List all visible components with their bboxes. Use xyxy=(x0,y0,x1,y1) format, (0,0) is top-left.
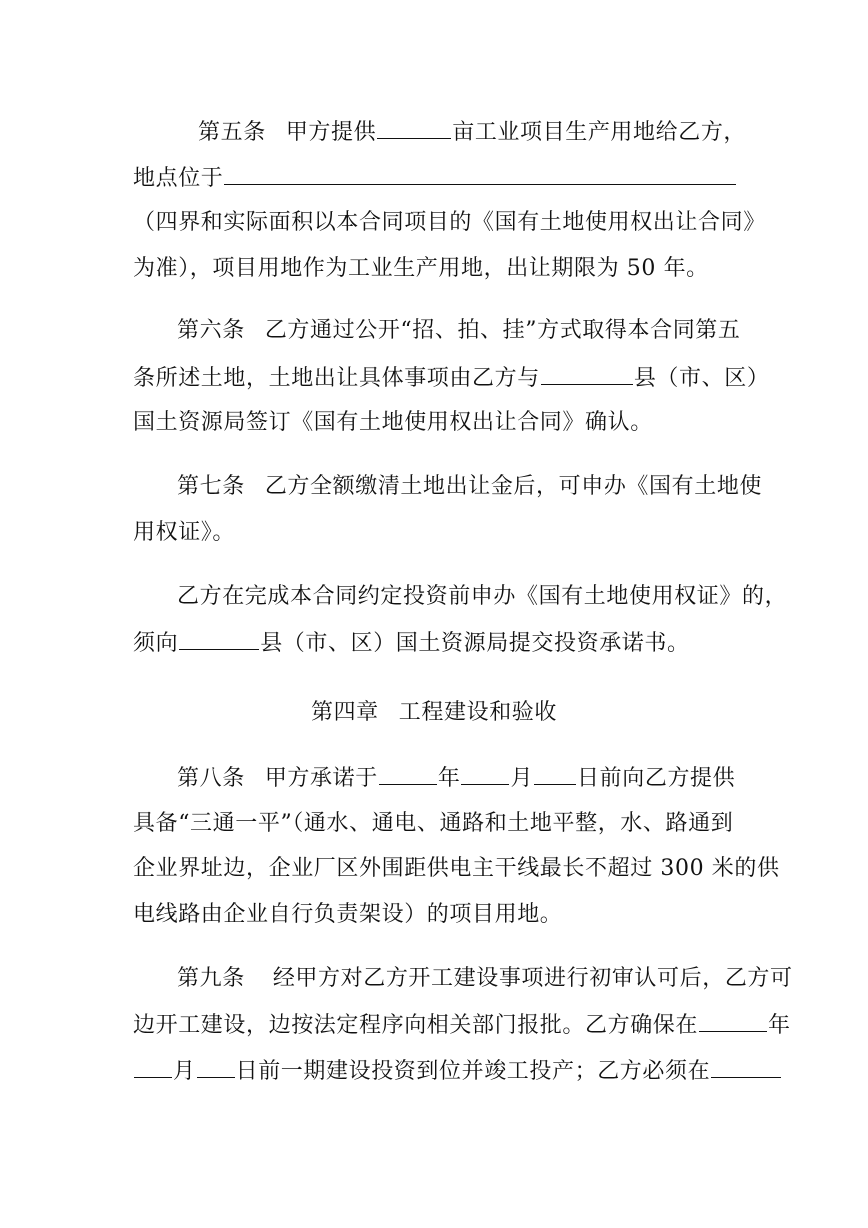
art5-line4: 为准），项目用地作为工业生产用地，出让期限为 50 年。 xyxy=(133,256,709,281)
art8-line2: 具备“三通一平”（通水、通电、通路和土地平整，水、路通到 xyxy=(133,811,734,836)
blank-field[interactable] xyxy=(179,627,259,650)
art6-label: 第六条 xyxy=(177,318,245,343)
extra-line1: 乙方在完成本合同约定投资前申办《国有土地使用权证》的， xyxy=(177,584,788,609)
art5-label: 第五条 xyxy=(198,120,266,145)
blank-day[interactable] xyxy=(534,762,576,785)
art6-line1: 第六条 乙方通过公开“招、拍、挂”方式取得本合同第五 xyxy=(177,318,741,343)
art8-line1: 第八条 甲方承诺于 年 月 日前向乙方提供 xyxy=(177,762,747,794)
art9-line1: 第九条 经甲方对乙方开工建设事项进行初审认可后，乙方可 xyxy=(177,966,793,991)
art8-line4: 电线路由企业自行负责架设）的项目用地。 xyxy=(133,902,563,927)
art5-line2: 地点位于 xyxy=(133,162,743,194)
extra-line2: 须向 县（市、区）国土资源局提交投资承诺书。 xyxy=(133,627,743,659)
chapter-title: 第四章 工程建设和验收 xyxy=(310,700,557,725)
blank-month[interactable] xyxy=(461,762,509,785)
blank-field[interactable] xyxy=(377,116,451,139)
art6-line3: 国土资源局签订《国有土地使用权出让合同》确认。 xyxy=(133,410,653,435)
art8-line3: 企业界址边，企业厂区外围距供电主干线最长不超过 300 米的供 xyxy=(133,856,780,881)
blank-month[interactable] xyxy=(134,1055,172,1078)
art9-line2: 边开工建设，边按法定程序向相关部门报批。乙方确保在 年 xyxy=(133,1009,743,1041)
art7-line2: 用权证》。 xyxy=(133,520,236,545)
art8-label: 第八条 xyxy=(177,766,245,791)
blank-year[interactable] xyxy=(379,762,437,785)
art7-line1: 第七条 乙方全额缴清土地出让金后，可申办《国有土地使 xyxy=(177,474,763,499)
blank-year[interactable] xyxy=(699,1009,767,1032)
art5-line1: 第五条 甲方提供 亩工业项目生产用地给乙方， xyxy=(198,116,758,148)
blank-field[interactable] xyxy=(224,162,736,185)
art6-line2: 条所述土地，土地出让具体事项由乙方与 县（市、区） xyxy=(133,362,743,394)
blank-field[interactable] xyxy=(541,362,633,385)
art7-label: 第七条 xyxy=(177,474,245,499)
art9-line3: 月 日前一期建设投资到位并竣工投产；乙方必须在 xyxy=(133,1055,743,1087)
blank-field[interactable] xyxy=(711,1055,781,1078)
art9-label: 第九条 xyxy=(177,966,245,991)
blank-day[interactable] xyxy=(197,1055,235,1078)
art5-line3: （四界和实际面积以本合同项目的《国有土地使用权出让合同》 xyxy=(133,210,766,235)
